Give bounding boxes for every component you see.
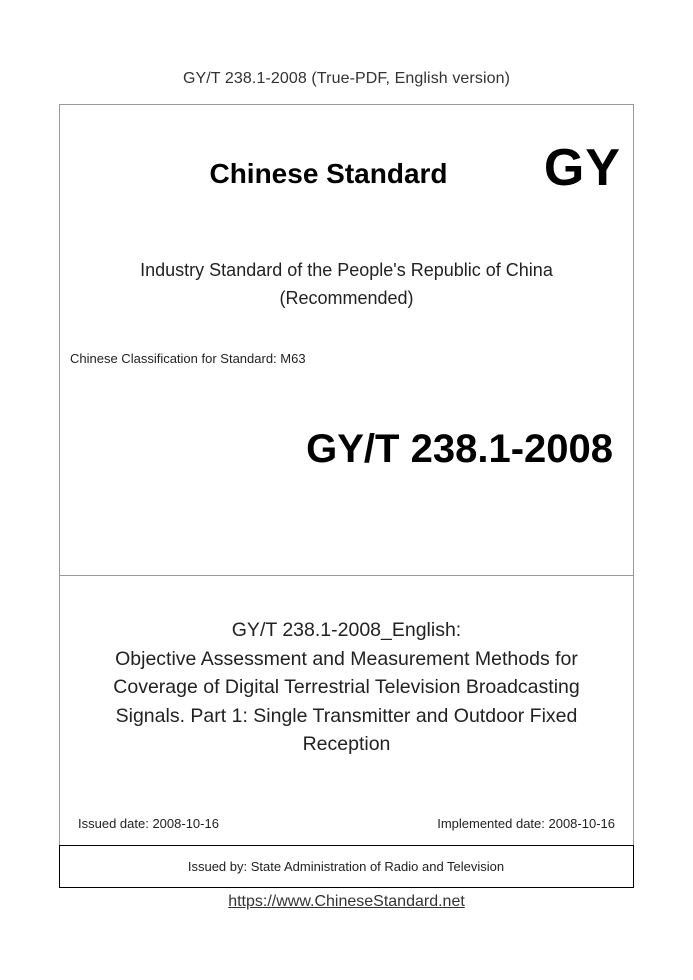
standard-number: GY/T 238.1-2008 (306, 427, 613, 471)
implemented-date: Implemented date: 2008-10-16 (437, 816, 615, 831)
issuer-text: Issued by: State Administration of Radio and Television (187, 859, 505, 874)
document-title-line: Objective Assessment and Measurement Methods for (115, 647, 578, 670)
document-title-line: GY/T 238.1-2008_English: (231, 619, 462, 641)
brand-title: Chinese Standard (209, 158, 448, 189)
page-header-title: GY/T 238.1-2008 (True-PDF, English version) (182, 70, 511, 87)
document-title-line: Signals. Part 1: Single Transmitter and Outdoor Fixed (115, 704, 578, 727)
industry-standard-line: Industry Standard of the People's Republic of China (140, 260, 553, 280)
classification-text: Chinese Classification for Standard: M63 (70, 351, 306, 366)
document-title (90, 616, 603, 759)
document-title-line: Coverage of Digital Terrestrial Television Broadcasting (113, 676, 580, 698)
cover-frame (59, 104, 634, 887)
cover-middle-section (60, 576, 633, 846)
cover-top-section (60, 105, 633, 576)
recommended-line: (Recommended) (279, 288, 414, 308)
brand-mark: GY (543, 139, 621, 197)
document-title-line: Reception (302, 733, 391, 755)
issued-date: Issued date: 2008-10-16 (78, 816, 219, 831)
issuer-box (59, 845, 634, 888)
footer-website-link[interactable]: https://www.ChineseStandard.net (228, 893, 465, 910)
